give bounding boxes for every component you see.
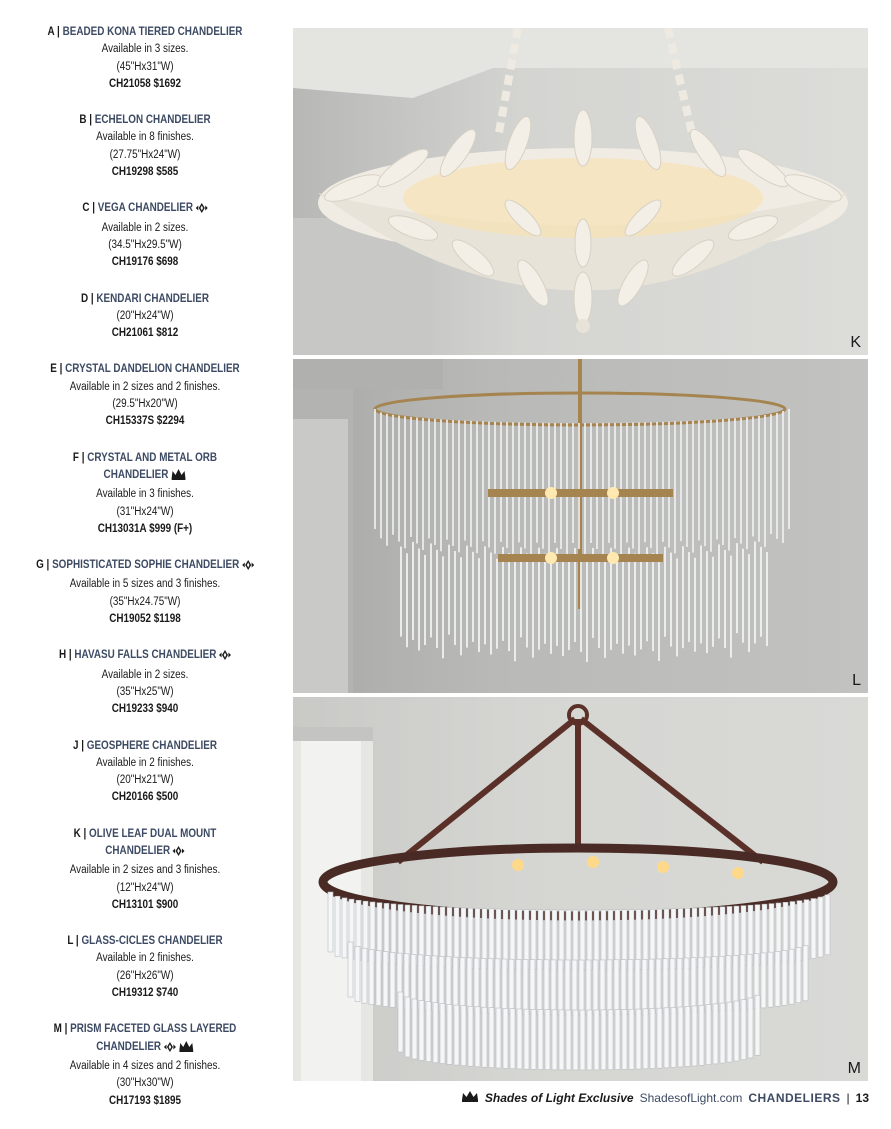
product-item-l xyxy=(0,933,290,1002)
crown-icon xyxy=(178,1040,193,1058)
product-detail: (30"Hx30"W) xyxy=(116,1077,174,1090)
product-detail: (31"Hx24"W) xyxy=(116,505,174,518)
diamond-symbol-icon xyxy=(196,202,208,219)
product-detail: (35"Hx25"W) xyxy=(116,685,174,698)
product-name: CRYSTAL AND METAL ORB xyxy=(87,451,218,464)
product-name: VEGA CHANDELIER xyxy=(97,202,194,215)
product-detail: Available in 2 finishes. xyxy=(96,756,194,769)
product-item-m xyxy=(0,1021,290,1109)
page-number: 13 xyxy=(855,1090,869,1105)
product-detail: Available in 5 sizes and 3 finishes. xyxy=(69,578,221,591)
product-sku-price: CH21061 $812 xyxy=(111,327,179,340)
product-letter: G | xyxy=(36,559,53,572)
product-letter: J | xyxy=(72,739,87,752)
exclusive-label: Shades of Light Exclusive xyxy=(484,1090,634,1105)
product-item-f xyxy=(0,450,290,538)
photo-glass-cicles-chandelier xyxy=(293,359,868,693)
product-letter: H | xyxy=(58,649,75,662)
diamond-symbol-icon xyxy=(173,845,185,862)
product-detail: (35"Hx24.75"W) xyxy=(109,595,181,608)
photo-label: K xyxy=(850,334,861,351)
product-detail: (29.5"Hx20"W) xyxy=(112,398,178,411)
product-sku-price: CH13031A $999 (F+) xyxy=(97,522,193,535)
product-name: HAVASU FALLS CHANDELIER xyxy=(74,649,217,662)
product-item-c xyxy=(0,200,290,271)
page-footer xyxy=(461,1090,869,1105)
photo-olive-leaf-chandelier xyxy=(293,28,868,355)
product-title xyxy=(20,361,269,378)
product-name: SOPHISTICATED SOPHIE CHANDELIER xyxy=(52,559,240,572)
product-detail: Available in 2 sizes and 2 finishes. xyxy=(69,380,221,393)
crown-icon xyxy=(171,468,186,486)
product-name: GEOSPHERE CHANDELIER xyxy=(86,739,217,752)
product-sku-price: CH21058 $1692 xyxy=(108,77,182,90)
product-sku-price: CH20166 $500 xyxy=(111,791,179,804)
product-detail: (20"Hx21"W) xyxy=(116,774,174,787)
product-letter: D | xyxy=(80,292,97,305)
product-name: KENDARI CHANDELIER xyxy=(96,292,210,305)
product-detail: Available in 2 sizes. xyxy=(101,221,189,234)
product-title xyxy=(20,1039,269,1058)
product-detail: Available in 3 finishes. xyxy=(96,488,194,501)
footer-separator: | xyxy=(846,1090,850,1105)
diamond-symbol-icon xyxy=(164,1041,176,1058)
product-name: CRYSTAL DANDELION CHANDELIER xyxy=(65,363,240,376)
product-detail: (45"Hx31"W) xyxy=(116,60,174,73)
product-sku-price: CH17193 $1895 xyxy=(108,1094,182,1107)
prism-faceted-chandelier-illustration xyxy=(293,697,868,1081)
product-sku-price: CH19298 $585 xyxy=(111,166,179,179)
product-title xyxy=(20,826,269,843)
diamond-symbol-icon xyxy=(242,559,254,576)
product-title xyxy=(20,738,269,755)
product-list xyxy=(0,24,290,1129)
product-detail: (26"Hx26"W) xyxy=(116,969,174,982)
product-detail: (34.5"Hx29.5"W) xyxy=(108,238,182,251)
product-detail: (12"Hx24"W) xyxy=(116,881,174,894)
product-name: CHANDELIER xyxy=(96,1040,162,1053)
product-detail: (20"Hx24"W) xyxy=(116,309,174,322)
product-title xyxy=(20,291,269,308)
product-title xyxy=(20,1021,269,1038)
product-title xyxy=(20,24,269,41)
product-letter: F | xyxy=(72,451,88,464)
product-sku-price: CH13101 $900 xyxy=(111,898,179,911)
photo-label: M xyxy=(847,1060,861,1077)
product-detail: Available in 2 finishes. xyxy=(96,952,194,965)
product-letter: E | xyxy=(50,363,66,376)
product-detail: Available in 8 finishes. xyxy=(96,131,194,144)
product-name: GLASS-CICLES CHANDELIER xyxy=(81,935,223,948)
product-sku-price: CH19052 $1198 xyxy=(109,613,181,626)
product-detail: Available in 2 sizes and 3 finishes. xyxy=(69,864,221,877)
product-sku-price: CH19176 $698 xyxy=(111,256,179,269)
website-link[interactable]: ShadesofLight.com xyxy=(639,1090,743,1105)
diamond-symbol-icon xyxy=(219,649,231,666)
section-title: CHANDELIERS xyxy=(748,1090,841,1105)
product-item-d xyxy=(0,291,290,343)
product-item-b xyxy=(0,112,290,181)
product-title xyxy=(20,843,269,862)
photo-label: L xyxy=(852,672,861,689)
product-name: CHANDELIER xyxy=(105,844,171,857)
product-title xyxy=(20,450,269,467)
product-title xyxy=(20,467,269,486)
product-title xyxy=(20,200,269,219)
olive-leaf-chandelier-illustration xyxy=(293,28,868,355)
product-name: OLIVE LEAF DUAL MOUNT xyxy=(89,827,217,840)
product-item-e xyxy=(0,361,290,430)
product-item-k xyxy=(0,826,290,914)
product-detail: (27.75"Hx24"W) xyxy=(109,148,181,161)
product-letter: M | xyxy=(53,1023,71,1036)
glass-cicles-chandelier-illustration xyxy=(293,359,868,693)
product-letter: L | xyxy=(67,935,82,948)
product-letter: C | xyxy=(82,202,98,215)
product-title xyxy=(20,557,269,576)
product-title xyxy=(20,933,269,950)
product-item-a xyxy=(0,24,290,93)
product-detail: Available in 4 sizes and 2 finishes. xyxy=(69,1059,221,1072)
product-name: PRISM FACETED GLASS LAYERED xyxy=(70,1023,237,1036)
product-title xyxy=(20,112,269,129)
product-item-h xyxy=(0,647,290,718)
product-item-g xyxy=(0,557,290,628)
product-name: ECHELON CHANDELIER xyxy=(94,114,211,127)
crown-icon xyxy=(461,1090,479,1105)
product-sku-price: CH15337S $2294 xyxy=(105,415,185,428)
product-name: BEADED KONA TIERED CHANDELIER xyxy=(62,26,243,38)
product-detail: Available in 3 sizes. xyxy=(101,43,189,56)
product-letter: K | xyxy=(73,827,90,840)
product-title xyxy=(20,647,269,666)
photo-prism-faceted-chandelier xyxy=(293,697,868,1081)
product-letter: A | xyxy=(47,26,63,38)
product-sku-price: CH19233 $940 xyxy=(111,703,179,716)
product-sku-price: CH19312 $740 xyxy=(111,987,179,1000)
product-letter: B | xyxy=(79,114,95,127)
product-item-j xyxy=(0,738,290,807)
product-detail: Available in 2 sizes. xyxy=(101,668,189,681)
product-name: CHANDELIER xyxy=(103,468,169,481)
